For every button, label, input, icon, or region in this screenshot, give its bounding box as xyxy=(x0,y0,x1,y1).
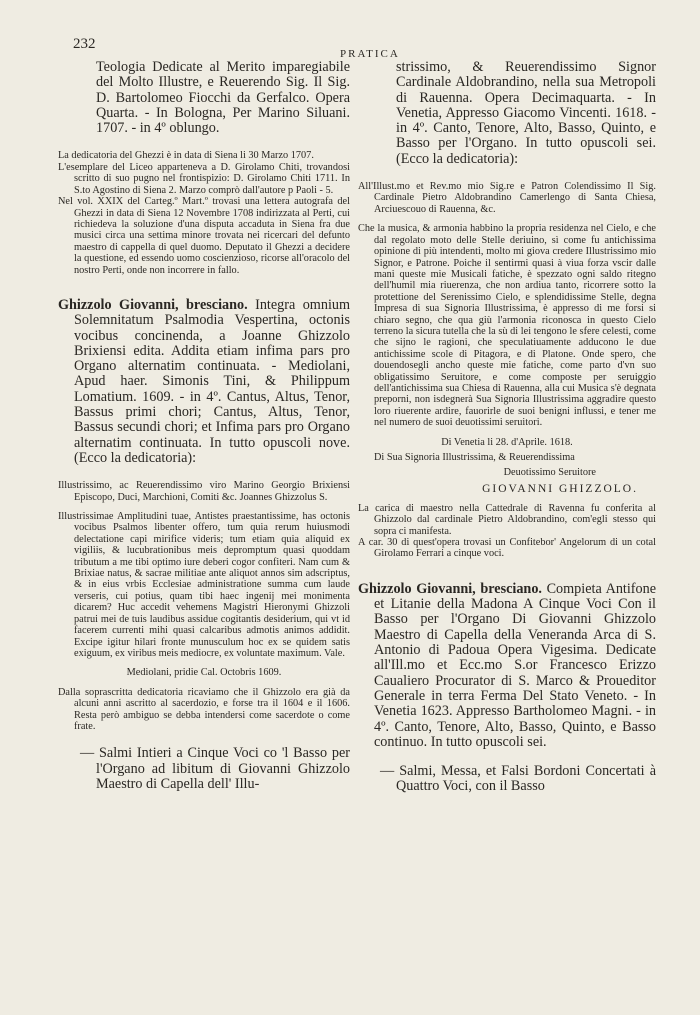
page-number: 232 xyxy=(73,36,96,52)
entry-salmi-intieri: — Salmi Intieri a Cinque Voci co 'l Basso per l'Organo ad libitum di Giovanni Ghizzolo Maestro di Capella dell' Illu- xyxy=(80,745,350,792)
running-head: PRATICA xyxy=(340,48,400,60)
entry-text-right: Compieta Antifone et Litanie della Madona A Cinque Voci Con il Basso per l'Organo Di Giovanni Ghizzolo Maestro di Capella della Veneranda Arca di S. Antonio di Padoua Opera Vigesima. Dedicate all'Ill.mo et Ecc.mo S.or Francesco Erizzo Caualiero Procurator di S. Marco & Proueditor Generale in terra Ferma Del Stato Veneto. - In Venetia 1623. Appresso Bartholomeo Magni. - in 4º. Canto, Tenore, Alto, Basso, Quinto, e Basso continuo. In tutto opuscoli sei. xyxy=(374,580,657,750)
entry-text: Integra omnium Solemnitatum Psalmodia Vespertina, octonis vocibus concinenda, a Joanne Ghizzolo Brixiensi edita. Addita etiam infima pars pro Organo alternatim continuata. - Mediolani, Apud haer. Simonis Tini, & Philippum Lomatium. 1609. - in 4º. Cantus, Altus, Tenor, Bassus primi chori; Cantus, Altus, Tenor, Bassus secundi chori; et Infima pars pro Organo alternatim continuata. In tutto opuscoli nove. (Ecco la dedicatoria): xyxy=(74,296,351,466)
note-sopra: Dalla soprascritta dedicatoria ricaviamo che il Ghizzolo era già da alcuni anni ascritto al sacerdozio, e forse tra il 1604 e il 1606. Resta però ambiguo se debba intendersi come sacerdote o come frate. xyxy=(58,686,350,732)
dedication-servant: Deuotissimo Seruitore xyxy=(503,467,596,479)
entry-continuation: Teologia Dedicate al Merito imparegiabile del Molto Illustre, e Reuerendo Sig. Il Sig. D. Bartolomeo Fiocchi da Gerfalco. Opera Quarta. - In Bologna, Per Marino Siluani. 1707. - in 4º oblungo. xyxy=(96,59,350,137)
dedication-address: Illustrissimo, ac Reuerendissimo viro Marino Georgio Brixiensi Episcopo, Duci, Marchioni, Comiti &c. Joannes Ghizzolus S. xyxy=(58,480,350,503)
left-column xyxy=(58,60,350,792)
note-dedication-date: La dedicatoria del Ghezzi è in data di Siena li 30 Marzo 1707. xyxy=(58,150,314,162)
entry-heading-right: Ghizzolo Giovanni, bresciano. xyxy=(358,580,542,597)
dedication-body-right: Che la musica, & armonia habbino la propria residenza nel Cielo, e che dal regolato moto delle Stelle deriuino, sì come fu antichissima opinione di più intendenti, molto mi giova credere Illustrissimo mio Signor, e Patrone. Poiche il sentirmi quasi à viua forza vscir dalle mani queste mie Musicali fatiche, è spezzato ogni saldo ritegno dell'humil mia riuerenza, che non ardiua tanto, ricorrere sotto la protettione del Serenissimo Cielo, e splendidissime Stelle, degna Impresa di sua Signoria Illustrissima, è appresso di me forsi si chiaro segno, che qua giù l'armonia riconosca in questo Cielo terreno la sicura tutella che la sù di lei tengono le sfere celesti, come che sijno le ragioni, che speculatiuamente adducono le due antichissime scole di Pitagora, e di Platone. Onde spero, che douendosegli ancho queste mie fatiche, come parto d'vn suo obligatissimo Seruitore, e come composte per seruiggio dell'antichissima sua Chiesa di Rauenna, alla cui Musica s'è degnata preporni, non isdegnerà Sua Signoria Illustrissima aggradire questo loro riuerente ardire, fauorirle de suoi benigni influssi, e tener me nel numero de suoi deuotissimi seruitori. xyxy=(358,223,656,429)
note-esemplare: L'esemplare del Liceo apparteneva a D. Girolamo Chiti, trovandosi scritto di suo pugno nel frontispizio: D. Girolamo Chiti 1711. In S.to Agostino di Siena 2. Marzo comprò dall'autore p Paoli - 5. xyxy=(58,161,350,196)
entry-salmi-messa: — Salmi, Messa, et Falsi Bordoni Concertati à Quattro Voci, con il Basso xyxy=(380,763,656,795)
dedication-address-right: All'Illust.mo et Rev.mo mio Sig.re e Patron Colendissimo Il Sig. Cardinale Pietro Aldobrandino Camerlengo di Santa Chiesa, Arciuescouo di Rauenna, &c. xyxy=(358,181,656,215)
right-column xyxy=(358,60,656,795)
entry-ghizzolo-1623 xyxy=(358,582,656,750)
dedication-signature: GIOVANNI GHIZZOLO. xyxy=(482,482,638,495)
note-car30: A car. 30 di quest'opera trovasi un Confitebor' Angelorum di un cotal Girolamo Ferrari a cinque voci. xyxy=(358,537,656,560)
dedication-closing: Di Sua Signoria Illustrissima, & Reuerendissima xyxy=(374,452,575,464)
dedication-date: Mediolani, pridie Cal. Octobris 1609. xyxy=(126,667,282,679)
dedication-date-right: Di Venetia li 28. d'Aprile. 1618. xyxy=(441,436,573,448)
note-carica: La carica di maestro nella Cattedrale di Ravenna fu conferita al Ghizzolo dal cardinale Pietro Aldobrandino, com'egli stesso qui sopra ci manifesta. xyxy=(358,502,656,537)
entry-heading: Ghizzolo Giovanni, bresciano. xyxy=(58,296,248,313)
entry-ghizzolo-1609 xyxy=(58,298,350,466)
dedication-body: Illustrissimae Amplitudini tuae, Antistes praestantissime, has octonis vocibus Psalmos libenter offero, tum quia rerum huiusmodi delectatione capi mirifice videris; tum etiam quia aliquid ex vigiliis, & lucubrationibus meis depromptum quasi quoddam tributum a me tibi optimo iure deberi cogor confiteri. Nam cum & Brixiae natus, & sacrae militiae ante aliquot annos sim adscriptus, & in eius vrbis Ecclesiae administratione summa cum laude verseris, cui potius, quam tibi haec ingenij mei monimenta dicarem? Huc accedit vehemens Magistri Hieronymi Ghizzoli patrui mei de tuis laudibus assidue cogitantis desiderium, qui vt id facerem currenti mihi quasi calcaribus admotis animos addidit. Excipe igitur hilari fronte munusculum hoc ex se quidem satis exiguum, ex viribus meis mediocre, ex voluntate maximum. Vale. xyxy=(58,511,350,659)
entry-continuation-right: strissimo, & Reuerendissimo Signor Cardinale Aldobrandino, nella sua Metropoli di Rauenna. Opera Decimaquarta. - In Venetia, Appresso Giacomo Vincenti. 1618. - in 4º. Canto, Tenore, Alto, Basso, Quinto, e Basso per l'Organo. In tutto opuscoli sei. (Ecco la dedicatoria): xyxy=(396,59,656,167)
note-carteggio: Nel vol. XXIX del Carteg.º Mart.º trovasi una lettera autografa del Ghezzi in data di Siena 12 Novembre 1708 indirizzata al Perti, cui richiedeva la soluzione d'una disputa accaduta in Siena fra due musici circa una settima minore trovata nei ricercari del defunto maestro di cappella di quel duomo. Deputato il Ghezzi a decidere la questione, ed essendo uomo coscienzioso, ricorse all'oracolo del nostro Perti, onde non incorrere in fallo. xyxy=(58,196,350,276)
